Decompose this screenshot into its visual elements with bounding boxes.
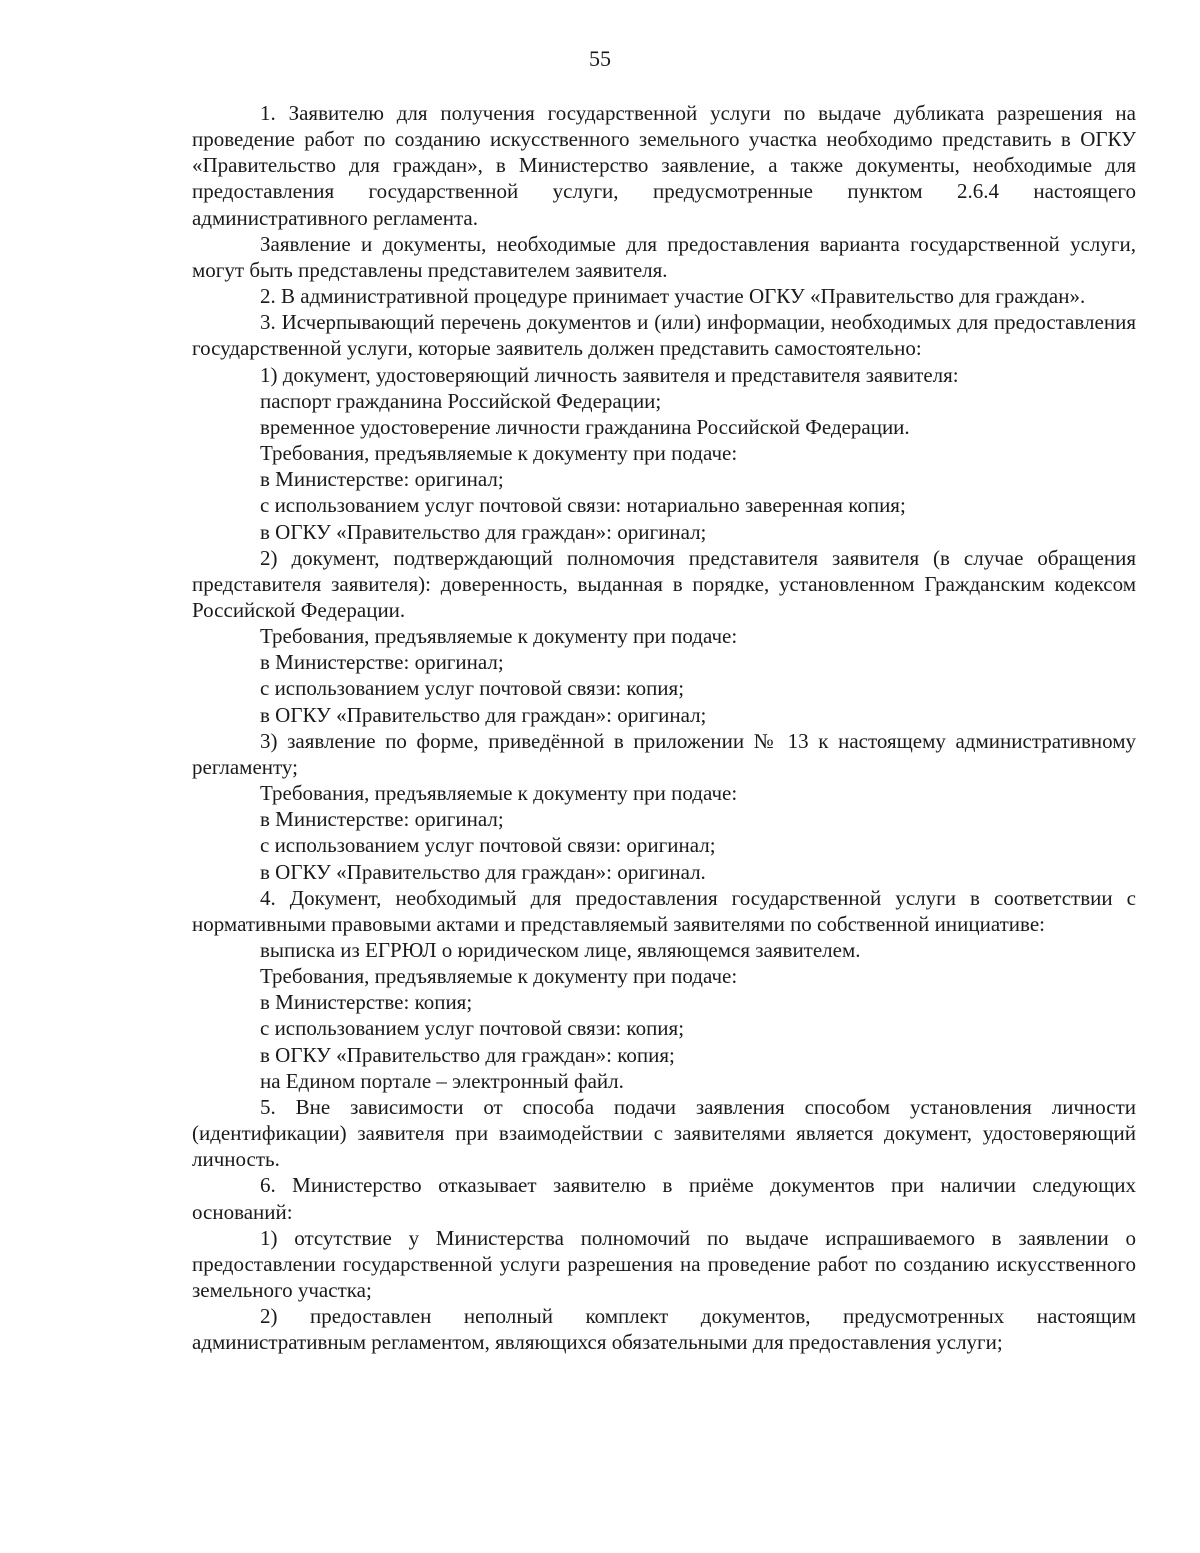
paragraph-4: 4. Документ, необходимый для предоставления государственной услуги в соответствии с нормативными правовыми актами и представляемый заявителями по собственной инициативе:: [192, 885, 1136, 936]
list-item: временное удостоверение личности гражданина Российской Федерации.: [260, 414, 910, 439]
list-item: в Министерстве: оригинал;: [260, 807, 504, 832]
paragraph-3: 3. Исчерпывающий перечень документов и (или) информации, необходимых для предоставления государственной услуги, которые заявитель должен представить самостоятельно:: [192, 310, 1136, 361]
list-item: 1) документ, удостоверяющий личность заявителя и представителя заявителя:: [260, 362, 959, 387]
list-item: в Министерстве: копия;: [260, 990, 473, 1015]
list-item: 2) документ, подтверждающий полномочия представителя заявителя (в случае обращения представителя заявителя): доверенность, выданная в порядке, установленном Гражданским кодексом Российской Федерации.: [192, 545, 1136, 622]
list-item: 2) предоставлен неполный комплект документов, предусмотренных настоящим административным регламентом, являющихся обязательными для предоставления услуги;: [192, 1304, 1136, 1355]
list-item: Требования, предъявляемые к документу при подаче:: [260, 624, 738, 649]
list-item: в ОГКУ «Правительство для граждан»: оригинал;: [260, 702, 707, 727]
list-item: Требования, предъявляемые к документу при подаче:: [260, 441, 738, 466]
list-item: в Министерстве: оригинал;: [260, 467, 504, 492]
list-item: выписка из ЕГРЮЛ о юридическом лице, являющемся заявителем.: [260, 938, 861, 962]
list-item: в ОГКУ «Правительство для граждан»: оригинал.: [260, 859, 706, 884]
list-item: паспорт гражданина Российской Федерации;: [260, 388, 662, 413]
paragraph-representative: Заявление и документы, необходимые для предоставления варианта государственной услуги, могут быть представлены представителем заявителя.: [192, 231, 1136, 282]
list-item: в ОГКУ «Правительство для граждан»: копия;: [260, 1042, 675, 1067]
list-item: 3) заявление по форме, приведённой в приложении № 13 к настоящему административному регламенту;: [192, 728, 1136, 779]
list-item: с использованием услуг почтовой связи: копия;: [260, 1016, 685, 1041]
page-number: 55: [589, 46, 611, 71]
paragraph-1: 1. Заявителю для получения государственной услуги по выдаче дубликата разрешения на проведение работ по созданию искусственного земельного участка необходимо представить в ОГКУ «Правительство для граждан», в Министерство заявление, а также документы, необходимые для предоставления государственной услуги, предусмотренные пунктом 2.6.4 настоящего административного регламента.: [192, 101, 1136, 230]
list-item: 1) отсутствие у Министерства полномочий по выдаче испрашиваемого в заявлении о предоставлении государственной услуги разрешения на проведение работ по созданию искусственного земельного участка;: [192, 1225, 1136, 1303]
list-item: в Министерстве: оригинал;: [260, 650, 504, 675]
list-item: на Едином портале – электронный файл.: [260, 1068, 624, 1093]
paragraph-2: 2. В административной процедуре принимает участие ОГКУ «Правительство для граждан».: [260, 284, 1086, 309]
list-item: с использованием услуг почтовой связи: нотариально заверенная копия;: [260, 493, 906, 518]
list-item: в ОГКУ «Правительство для граждан»: оригинал;: [260, 519, 707, 544]
list-item: Требования, предъявляемые к документу при подаче:: [260, 781, 738, 806]
document-body: [192, 100, 1136, 1356]
paragraph-5: 5. Вне зависимости от способа подачи заявления способом установления личности (идентификации) заявителя при взаимодействии с заявителями является документ, удостоверяющий личность.: [192, 1094, 1136, 1172]
list-item: с использованием услуг почтовой связи: оригинал;: [260, 833, 716, 858]
paragraph-6: 6. Министерство отказывает заявителю в приёме документов при наличии следующих оснований:: [192, 1173, 1136, 1224]
list-item: с использованием услуг почтовой связи: копия;: [260, 676, 685, 701]
list-item: Требования, предъявляемые к документу при подаче:: [260, 964, 738, 989]
